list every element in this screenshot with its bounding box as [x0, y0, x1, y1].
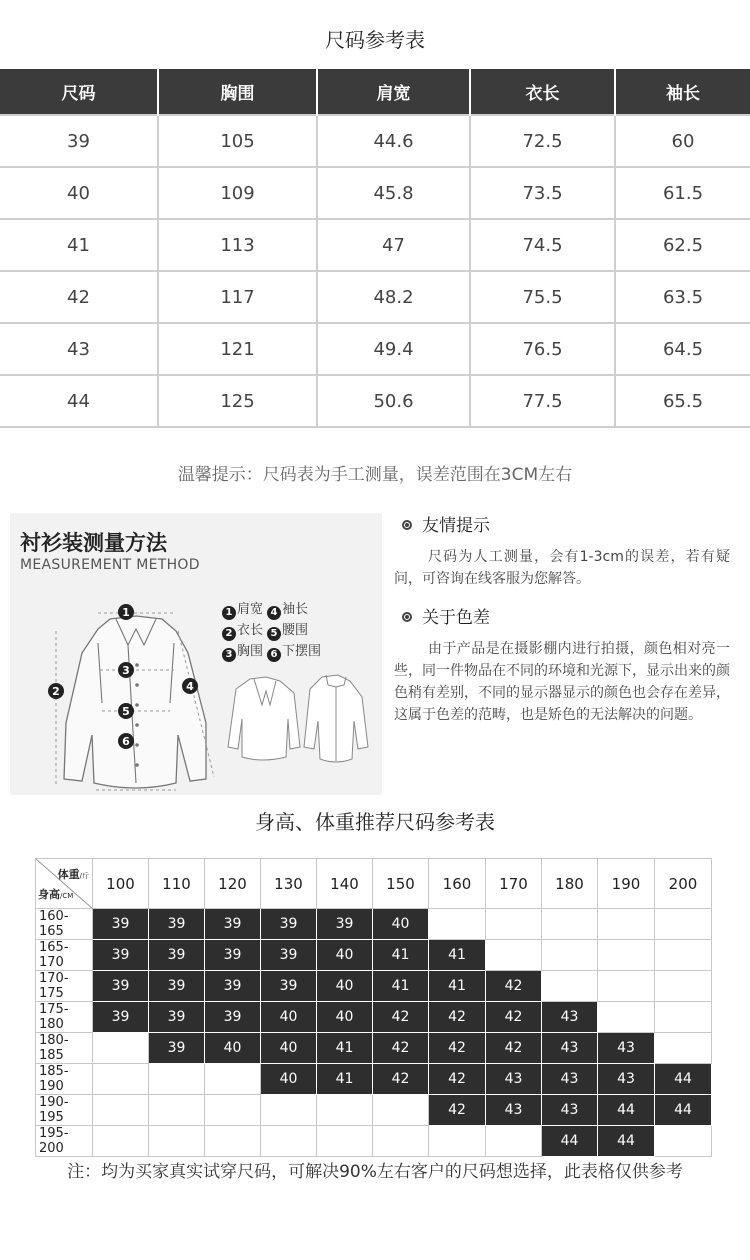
friendly-tip-heading: 友情提示: [422, 516, 490, 536]
diagram-marker-1: [118, 604, 134, 620]
table-cell: 64.5: [615, 323, 750, 375]
size-cell-empty: [373, 1126, 429, 1157]
size-cell-empty: [486, 1126, 542, 1157]
size-cell-empty: [655, 971, 712, 1002]
legend-item-6: 6 下摆围: [267, 641, 321, 662]
height-label-cell: 190-195: [36, 1095, 93, 1126]
weight-header-cell: 120: [205, 859, 261, 909]
color-note-heading: 关于色差: [422, 608, 490, 628]
table-row: [0, 167, 750, 219]
size-cell-filled: 42: [486, 971, 542, 1002]
weight-header-cell: 160: [429, 859, 486, 909]
size-cell-filled: 39: [149, 909, 205, 940]
weight-header-cell: 130: [261, 859, 317, 909]
table-row: [0, 219, 750, 271]
size-cell-empty: [598, 971, 655, 1002]
size-cell-filled: 39: [149, 971, 205, 1002]
size-cell-empty: [261, 1095, 317, 1126]
weight-header-cell: 140: [317, 859, 373, 909]
height-label-cell: 165-170: [36, 940, 93, 971]
size-cell-filled: 42: [429, 1002, 486, 1033]
recommend-table: [35, 858, 712, 1157]
size-cell-empty: [655, 1126, 712, 1157]
table-cell: 60: [615, 115, 750, 167]
height-label-cell: 170-175: [36, 971, 93, 1002]
diagram-marker-6: [118, 733, 134, 749]
size-cell-filled: 40: [261, 1002, 317, 1033]
size-table-header: [0, 69, 750, 115]
size-cell-filled: 40: [261, 1033, 317, 1064]
table-row: [0, 375, 750, 427]
size-cell-filled: 39: [317, 909, 373, 940]
size-cell-filled: 41: [373, 940, 429, 971]
size-cell-empty: [261, 1126, 317, 1157]
size-cell-filled: 40: [317, 971, 373, 1002]
size-cell-empty: [542, 909, 598, 940]
table-row: [36, 1033, 712, 1064]
size-cell-filled: 42: [429, 1095, 486, 1126]
size-cell-empty: [598, 940, 655, 971]
height-label-cell: 185-190: [36, 1064, 93, 1095]
diagram-marker-4: [182, 678, 198, 694]
size-cell-empty: [542, 971, 598, 1002]
legend-item-2: 2 衣长: [222, 620, 263, 641]
measurement-subtitle: MEASUREMENT METHOD: [20, 557, 200, 573]
weight-header-cell: 200: [655, 859, 712, 909]
size-table: [0, 69, 750, 428]
weight-header-cell: 190: [598, 859, 655, 909]
table-row: [36, 1064, 712, 1095]
height-label-cell: 195-200: [36, 1126, 93, 1157]
header-sleeve: 袖长: [615, 69, 750, 115]
size-cell-filled: 44: [598, 1095, 655, 1126]
table-row: [36, 909, 712, 940]
table-cell: 113: [158, 219, 317, 271]
size-cell-empty: [93, 1033, 149, 1064]
target-icon: [402, 520, 412, 530]
size-cell-empty: [655, 1033, 712, 1064]
size-cell-empty: [655, 940, 712, 971]
table-cell: 45.8: [317, 167, 470, 219]
header-chest: 胸围: [158, 69, 317, 115]
size-cell-filled: 39: [205, 971, 261, 1002]
table-row: [0, 271, 750, 323]
size-cell-filled: 43: [598, 1064, 655, 1095]
table-cell: 50.6: [317, 375, 470, 427]
svg-text:4: 4: [186, 680, 194, 693]
friendly-tip: [394, 511, 730, 590]
size-cell-empty: [93, 1126, 149, 1157]
size-cell-empty: [93, 1064, 149, 1095]
weight-axis-label: 体重/斤: [57, 868, 89, 881]
table-cell: 40: [0, 167, 158, 219]
table-cell: 44.6: [317, 115, 470, 167]
table-row: [36, 1126, 712, 1157]
size-cell-empty: [598, 909, 655, 940]
size-cell-empty: [598, 1002, 655, 1033]
table-cell: 72.5: [470, 115, 615, 167]
size-cell-filled: 41: [317, 1033, 373, 1064]
size-cell-filled: 42: [373, 1033, 429, 1064]
size-cell-filled: 40: [205, 1033, 261, 1064]
recommend-corner-cell: [36, 859, 93, 909]
table-cell: 43: [0, 323, 158, 375]
svg-text:1: 1: [122, 606, 130, 619]
size-cell-filled: 39: [205, 1002, 261, 1033]
table-row: [0, 115, 750, 167]
footnote: 注：均为买家真实试穿尺码，可解决90%左右客户的尺码想选择，此表格仅供参考: [67, 1162, 683, 1182]
table-row: [36, 1095, 712, 1126]
table-cell: 44: [0, 375, 158, 427]
svg-text:5: 5: [122, 705, 130, 718]
size-cell-empty: [655, 909, 712, 940]
height-axis-label: 身高/CM: [38, 888, 74, 901]
size-cell-filled: 43: [486, 1095, 542, 1126]
size-cell-filled: 39: [93, 1002, 149, 1033]
size-cell-filled: 39: [149, 1033, 205, 1064]
blazer-sketch: [228, 677, 300, 760]
size-cell-filled: 42: [486, 1033, 542, 1064]
table-cell: 76.5: [470, 323, 615, 375]
size-cell-empty: [93, 1095, 149, 1126]
table-cell: 74.5: [470, 219, 615, 271]
size-cell-filled: 43: [542, 1064, 598, 1095]
size-cell-filled: 39: [205, 909, 261, 940]
size-cell-filled: 42: [486, 1002, 542, 1033]
table-cell: 77.5: [470, 375, 615, 427]
size-cell-filled: 43: [598, 1033, 655, 1064]
size-cell-filled: 39: [261, 971, 317, 1002]
svg-text:3: 3: [122, 664, 130, 677]
size-cell-filled: 39: [149, 940, 205, 971]
measurement-panel: [10, 513, 382, 795]
size-cell-empty: [149, 1064, 205, 1095]
table-row: [36, 1002, 712, 1033]
table-cell: 48.2: [317, 271, 470, 323]
size-cell-filled: 44: [655, 1064, 712, 1095]
size-cell-empty: [205, 1095, 261, 1126]
size-cell-empty: [542, 940, 598, 971]
size-cell-empty: [205, 1064, 261, 1095]
recommend-header-row: [36, 859, 712, 909]
size-cell-filled: 41: [373, 971, 429, 1002]
table-cell: 41: [0, 219, 158, 271]
size-cell-empty: [317, 1095, 373, 1126]
size-cell-empty: [429, 1126, 486, 1157]
table-cell: 65.5: [615, 375, 750, 427]
diagram-marker-5: [118, 703, 134, 719]
size-cell-empty: [317, 1126, 373, 1157]
table-row: [36, 971, 712, 1002]
table-cell: 117: [158, 271, 317, 323]
size-cell-empty: [373, 1095, 429, 1126]
size-table-title: 尺码参考表: [325, 28, 425, 52]
header-size: 尺码: [0, 69, 158, 115]
target-icon: [402, 612, 412, 622]
table-cell: 105: [158, 115, 317, 167]
size-cell-empty: [149, 1095, 205, 1126]
size-cell-filled: 43: [542, 1002, 598, 1033]
size-cell-filled: 39: [93, 971, 149, 1002]
weight-header-cell: 180: [542, 859, 598, 909]
legend-item-1: 1 肩宽: [222, 599, 263, 620]
svg-text:6: 6: [122, 735, 130, 748]
color-difference-note: [394, 603, 730, 726]
size-cell-filled: 39: [205, 940, 261, 971]
weight-header-cell: 100: [93, 859, 149, 909]
size-cell-filled: 41: [429, 971, 486, 1002]
diagram-marker-3: [118, 662, 134, 678]
height-label-cell: 180-185: [36, 1033, 93, 1064]
table-cell: 73.5: [470, 167, 615, 219]
size-cell-filled: 42: [373, 1064, 429, 1095]
table-cell: 39: [0, 115, 158, 167]
measurement-tip: 温馨提示：尺码表为手工测量，误差范围在3CM左右: [177, 465, 573, 485]
svg-text:2: 2: [52, 685, 60, 698]
color-note-text: 由于产品是在摄影棚内进行拍摄，颜色相对亮一些，同一件物品在不同的环境和光源下，显示出来的颜色稍有差别，不同的显示器显示的颜色也会存在差异，这属于色差的范畴，也是矫色的无法解决的问题。: [394, 641, 730, 723]
weight-header-cell: 110: [149, 859, 205, 909]
table-cell: 42: [0, 271, 158, 323]
size-cell-filled: 39: [93, 909, 149, 940]
height-label-cell: 175-180: [36, 1002, 93, 1033]
legend-item-5: 5 腰围: [267, 620, 308, 641]
size-cell-filled: 42: [429, 1033, 486, 1064]
table-cell: 47: [317, 219, 470, 271]
size-cell-empty: [486, 909, 542, 940]
size-cell-filled: 39: [261, 909, 317, 940]
size-cell-filled: 39: [261, 940, 317, 971]
size-cell-filled: 40: [261, 1064, 317, 1095]
weight-header-cell: 150: [373, 859, 429, 909]
size-cell-filled: 40: [317, 1002, 373, 1033]
size-cell-filled: 43: [486, 1064, 542, 1095]
measurement-legend: [222, 599, 321, 662]
legend-item-4: 4 袖长: [267, 599, 308, 620]
table-cell: 121: [158, 323, 317, 375]
size-cell-filled: 39: [93, 940, 149, 971]
table-cell: 75.5: [470, 271, 615, 323]
size-cell-empty: [486, 940, 542, 971]
size-cell-filled: 43: [542, 1095, 598, 1126]
table-cell: 63.5: [615, 271, 750, 323]
size-cell-filled: 39: [149, 1002, 205, 1033]
legend-item-3: 3 胸围: [222, 641, 263, 662]
table-cell: 49.4: [317, 323, 470, 375]
size-cell-filled: 42: [429, 1064, 486, 1095]
size-cell-filled: 44: [542, 1126, 598, 1157]
table-cell: 109: [158, 167, 317, 219]
measurement-title: 衬衫装测量方法: [20, 531, 167, 555]
table-cell: 62.5: [615, 219, 750, 271]
size-cell-empty: [149, 1126, 205, 1157]
size-cell-filled: 41: [429, 940, 486, 971]
table-cell: 125: [158, 375, 317, 427]
size-cell-filled: 43: [542, 1033, 598, 1064]
size-cell-empty: [655, 1002, 712, 1033]
size-cell-filled: 41: [317, 1064, 373, 1095]
height-label-cell: 160-165: [36, 909, 93, 940]
size-cell-filled: 40: [317, 940, 373, 971]
header-length: 衣长: [470, 69, 615, 115]
size-cell-filled: 44: [598, 1126, 655, 1157]
size-cell-filled: 44: [655, 1095, 712, 1126]
recommend-table-title: 身高、体重推荐尺码参考表: [255, 810, 495, 834]
diagram-marker-2: [48, 683, 64, 699]
size-cell-empty: [205, 1126, 261, 1157]
header-shoulder: 肩宽: [317, 69, 470, 115]
friendly-tip-text: 尺码为人工测量，会有1-3cm的误差，若有疑问，可咨询在线客服为您解答。: [394, 549, 730, 587]
jacket-sketch: [304, 675, 368, 762]
weight-header-cell: 170: [486, 859, 542, 909]
table-cell: 61.5: [615, 167, 750, 219]
size-cell-empty: [429, 909, 486, 940]
table-row: [0, 323, 750, 375]
size-cell-filled: 42: [373, 1002, 429, 1033]
table-row: [36, 940, 712, 971]
size-cell-filled: 40: [373, 909, 429, 940]
